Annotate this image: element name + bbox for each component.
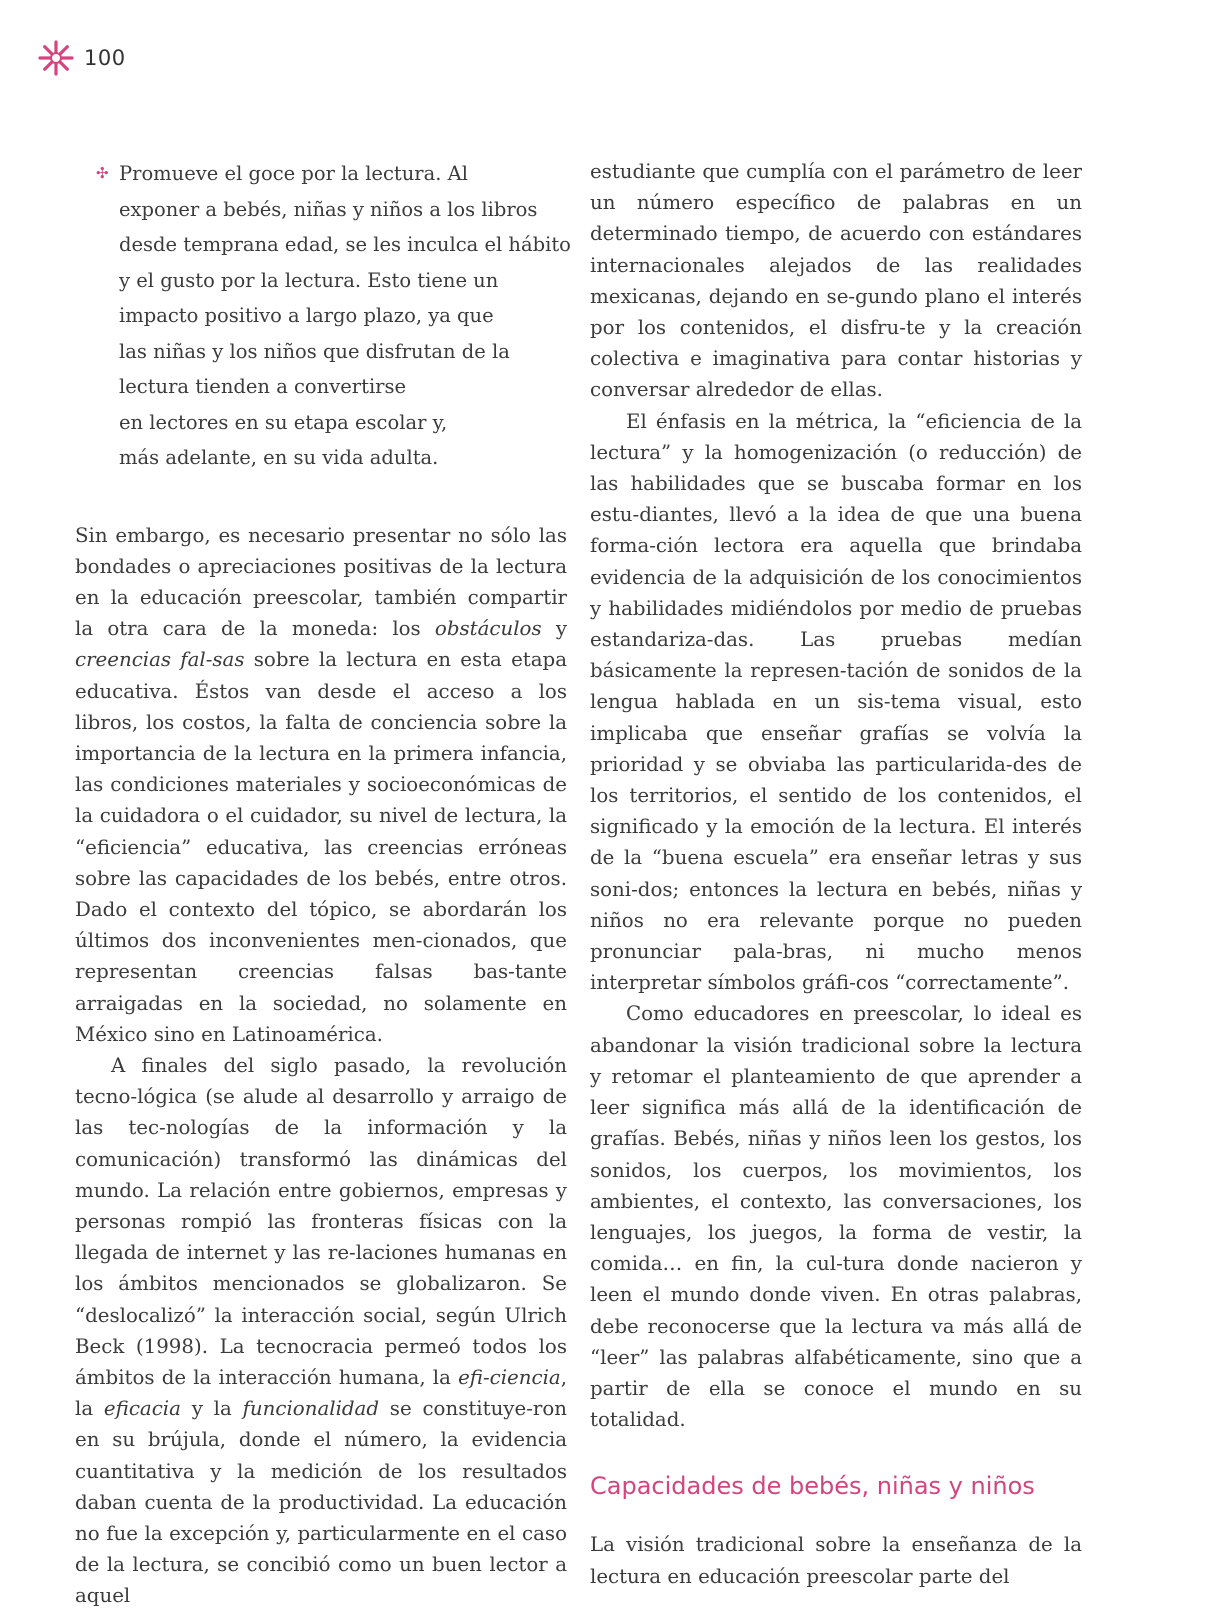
paragraph-obstacles [75,520,567,1050]
text-run: A finales del siglo pasado, la revolución tecno-lógica (se alude al desarrollo y arraigo de las tec-nologías de la información y la comunicación) transformó las dinámicas del mundo. La relación entre gobiernos, empresas y personas rompió las fronteras físicas con la llegada de internet y las re-laciones humanas en los ámbitos mencionados se globalizaron. Se “deslocalizó” la interacción social, según Ulrich Beck (1998). La tecnocracia permeó todos los ámbitos de la interacción humana, la [75,1053,567,1389]
bullet-line: Promueve el goce por la lectura. Al [119,162,468,185]
paragraph-metric-emphasis: El énfasis en la métrica, la “eficiencia de la lectura” y la homogenización (o reducción) de las habilidades que se buscaba formar en los estu-diantes, llevó a la idea de que una buena forma-ción lectora era aquella que brindaba evidencia de la adquisición de los conocimientos y habilidades midiéndolos por medio de pruebas estandariza-das. Las pruebas medían básicamente la represen-tación de sonidos de la lengua hablada en un sis-tema visual, esto implicaba que enseñar grafías se volvía la prioridad y se obviaba las particularida-des de los territorios, el sentido de los contenidos, el significado y la emoción de la lectura. El interés de la “buena escuela” era enseñar letras y sus soni-dos; entonces la lectura en bebés, niñas y niños no era relevante porque no pueden pronunciar pala-bras, ni mucho menos interpretar símbolos gráfi-cos “correctamente”. [590,409,1082,995]
text-run: , la [75,1365,567,1421]
bullet-line: exponer a bebés, niñas y niños a los libros [119,197,538,221]
asterisk-flower-icon [38,40,74,76]
text-run: y [541,617,567,641]
page-header [38,38,126,78]
paragraph-preschool-educators: Como educadores en preescolar, lo ideal es abandonar la visión tradicional sobre la lectura y retomar el planteamiento de que aprender a leer significa más allá de la identificación de grafías. Bebés, niñas y niños leen los gestos, los sonidos, los cuerpos, los movimientos, los ambientes, el contexto, las conversaciones, los lenguajes, los juegos, la forma de vestir, la comida… en fin, la cul-tura donde nacieron y leen el mundo donde viven. En otras palabras, debe reconocerse que la lectura va más allá de “leer” las palabras alfabéticamente, sino que a partir de ella se conoce el mundo en su totalidad. [590,1002,1082,1432]
text-run: se constituye-ron en su brújula, donde el número, la evidencia cuantitativa y la medición de los resultados daban cuenta de la productividad. La educación no fue la excepción y, particularmente en el caso de la lectura, se concibió como un buen lector a aquel [75,1397,567,1608]
emphasis-text: funcionalidad [242,1397,380,1421]
bullet-line: desde temprana edad, se les inculca el hábito [119,233,571,256]
bullet-line: en lectores en su etapa escolar y, [119,410,448,434]
bullet-line: lectura tienden a convertirse [119,375,407,398]
emphasis-text: eficacia [103,1397,181,1421]
bullet-diamond-icon: ✣ [96,164,109,182]
page-number: 100 [84,46,126,70]
section-heading: Capacidades de bebés, niñas y niños [590,1472,1035,1501]
bullet-line: las niñas y los niños que disfrutan de la [119,339,510,363]
emphasis-text: obstáculos [434,617,542,641]
bullet-line: y el gusto por la lectura. Esto tiene un [119,268,499,292]
emphasis-text: efi-ciencia [458,1365,561,1389]
bullet-item [96,156,571,476]
paragraph-student-parameter: estudiante que cumplía con el parámetro de leer un número específico de palabras en un determinado tiempo, de acuerdo con estándares internacionales alejados de las realidades mexicanas, dejando en se-gundo plano el interés por los contenidos, el disfru-te y la creación colectiva e imaginativa para contar historias y conversar alrededor de ellas. [590,160,1082,402]
bullet-line: impacto positivo a largo plazo, ya que [119,304,494,327]
paragraph-tech-revolution [75,1050,567,1612]
right-column [590,156,1082,1592]
text-run: y la [180,1397,243,1421]
text-run: sobre la lectura en esta etapa educativa. Éstos van desde el acceso a los libros, los costos, la falta de conciencia sobre la importancia de la lectura en la primera infancia, las condiciones materiales y socioeconómicas de la cuidadora o el cuidador, su nivel de lectura, la “eficiencia” educativa, las creencias erróneas sobre las capacidades de los bebés, entre otros. Dado el contexto del tópico, se abordarán los últimos dos inconvenientes men-cionados, que representan creencias falsas bas-tante arraigadas en la sociedad, no solamente en México sino en Latinoamérica. [75,648,567,1046]
text-run: Sin embargo, es necesario presentar no sólo las bondades o apreciaciones positivas de la lectura en la educación preescolar, también compartir la otra cara de la moneda: los [75,523,567,641]
paragraph-traditional-vision: La visión tradicional sobre la enseñanza de la lectura en educación preescolar parte del [590,1533,1082,1588]
emphasis-text: creencias fal-sas [75,648,245,672]
bullet-line: más adelante, en su vida adulta. [119,446,439,469]
left-column [75,156,571,1612]
